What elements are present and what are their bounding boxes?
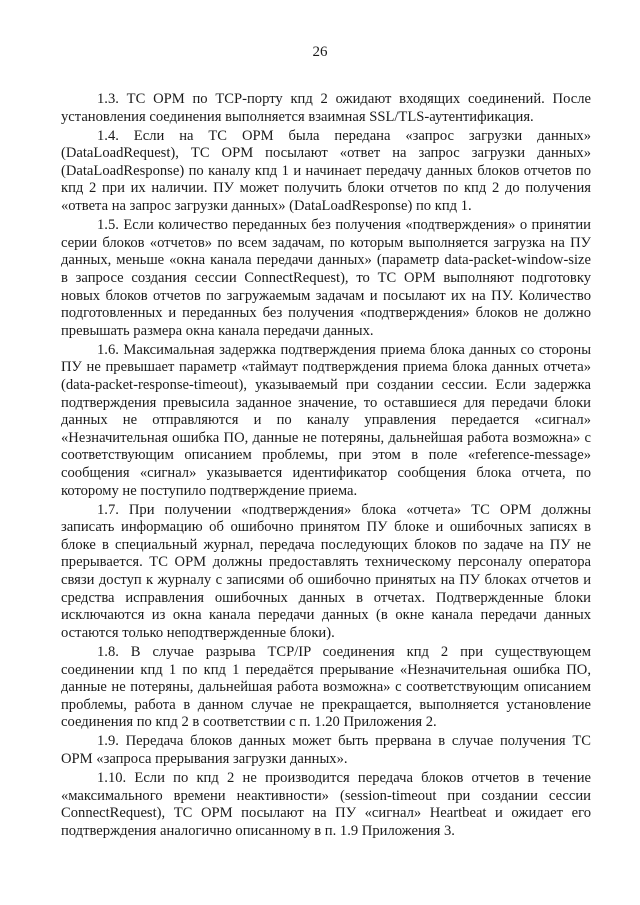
page-number: 26 — [312, 44, 328, 60]
paragraph-1-7: 1.7. При получении «подтверждения» блока «отчета» ТС ОРМ должны записать информацию об ошибочно принятом ПУ блоке и ошибочных записях в блоке в специальный журнал, передача последующих блоков по задаче на ПУ не прерывается. ТС ОРМ должны предоставлять техническому персоналу оператора связи доступ к журналу с записями об ошибочно принятых на ПУ блоках отчетов и средства исправления ошибочных данных в отчетах. Подтвержденные блоки исключаются из окна канала передачи данных (в окне канала передачи данных остаются только неподтвержденные блоки). — [61, 501, 591, 641]
body-text — [61, 91, 591, 842]
paragraph-1-3: 1.3. ТС ОРМ по TCP-порту кпд 2 ожидают входящих соединений. После установления соединения выполняется взаимная SSL/TLS-аутентификация. — [61, 91, 591, 125]
paragraph-1-10: 1.10. Если по кпд 2 не производится передача блоков отчетов в течение «максимального времени неактивности» (session-timeout при создании сессии ConnectRequest), ТС ОРМ посылают на ПУ «сигнал» Heartbeat и ожидает его подтверждения аналогично описанному в п. 1.9 Приложения 3. — [61, 770, 591, 839]
paragraph-1-8: 1.8. В случае разрыва TCP/IP соединения кпд 2 при существующем соединении кпд 1 по кпд 1 передаётся прерывание «Незначительная ошибка ПО, данные не потеряны, дальнейшая работа возможна» с соответствующим описанием проблемы, работа в данном случае не прекращается, выполняется установление соединения по кпд 2 в соответствии с п. 1.20 Приложения 2. — [61, 643, 591, 731]
paragraph-1-6: 1.6. Максимальная задержка подтверждения приема блока данных со стороны ПУ не превышает параметр «таймаут подтверждения приема блока данных отчета» (data-packet-response-timeout), указываемый при создании сессии. Если задержка подтверждения превысила заданное значение, то оставшиеся для передачи блоки данных не отправляются и по каналу управления передается «сигнал» «Незначительная ошибка ПО, данные не потеряны, дальнейшая работа возможна» с соответствующим описанием проблемы, при этом в поле «reference-message» сообщения «сигнал» указывается идентификатор сообщения блока отчета, по которому не поступило подтверждение приема. — [61, 341, 591, 499]
paragraph-1-4: 1.4. Если на ТС ОРМ была передана «запрос загрузки данных» (DataLoadRequest), ТС ОРМ посылают «ответ на запрос загрузки данных» (DataLoadResponse) по каналу кпд 1 и начинает передачу данных блоков отчетов по кпд 2 при их наличии. ПУ может получить блоки отчетов по кпд 2 до получения «ответа на запрос загрузки данных» (DataLoadResponse) по кпд 1. — [61, 127, 591, 215]
paragraph-1-5: 1.5. Если количество переданных без получения «подтверждения» о принятии серии блоков «отчетов» по всем задачам, по которым выполняется загрузка на ПУ данных, меньше «окна канала передачи данных» (параметр data-packet-window-size в запросе создания сессии ConnectRequest), то ТС ОРМ выполняют подготовку новых блоков отчетов по загружаемым задачам и посылают их на ПУ. Количество подготовленных и переданных без получения «подтверждения» блоков не должно превышать размера окна канала передачи данных. — [61, 217, 591, 339]
paragraph-1-9: 1.9. Передача блоков данных может быть прервана в случае получения ТС ОРМ «запроса прерывания загрузки данных». — [61, 733, 591, 767]
